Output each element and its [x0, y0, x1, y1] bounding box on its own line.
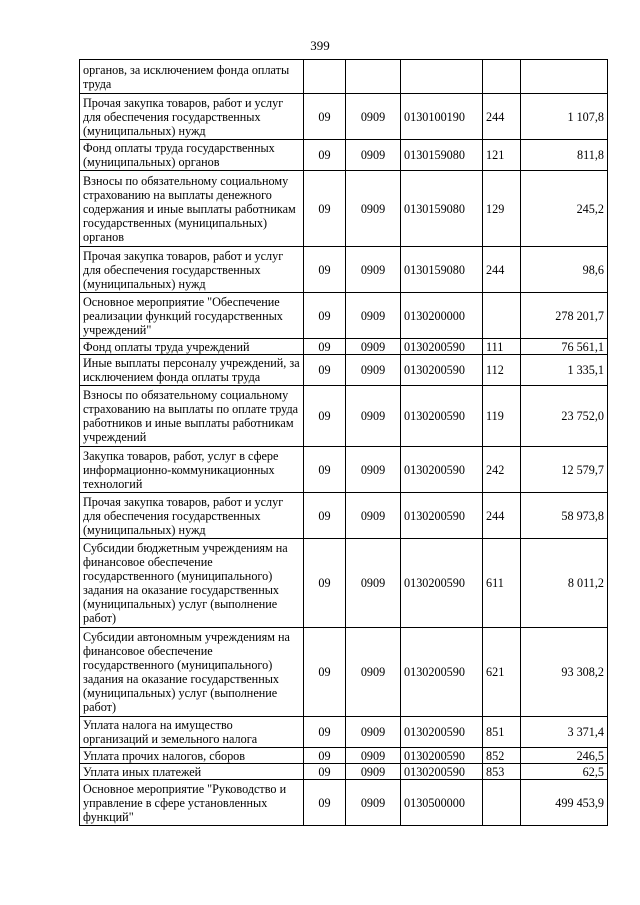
row-target-cell: 0130159080 [401, 171, 483, 247]
row-section-cell: 09 [304, 447, 346, 493]
row-expense-type-cell [483, 293, 521, 339]
row-subsection-cell: 0909 [346, 447, 401, 493]
row-name-cell: Уплата налога на имущество организаций и земельного налога [80, 717, 304, 748]
row-name-cell: Уплата иных платежей [80, 764, 304, 780]
row-target-cell: 0130200590 [401, 447, 483, 493]
row-name-cell: Прочая закупка товаров, работ и услуг для обеспечения государственных (муниципальных) нужд [80, 493, 304, 539]
row-subsection-cell: 0909 [346, 493, 401, 539]
row-section-cell: 09 [304, 247, 346, 293]
row-subsection-cell: 0909 [346, 339, 401, 355]
row-subsection-cell: 0909 [346, 539, 401, 628]
table-row [80, 539, 608, 628]
row-section-cell: 09 [304, 140, 346, 171]
row-expense-type-cell: 244 [483, 493, 521, 539]
row-expense-type-cell: 129 [483, 171, 521, 247]
row-subsection-cell: 0909 [346, 717, 401, 748]
table-row [80, 171, 608, 247]
row-name-cell: Закупка товаров, работ, услуг в сфере информационно-коммуникационных технологий [80, 447, 304, 493]
row-target-cell: 0130200590 [401, 339, 483, 355]
table-row [80, 764, 608, 780]
row-sum-cell: 8 011,2 [521, 539, 608, 628]
row-target-cell: 0130500000 [401, 780, 483, 826]
row-expense-type-cell: 853 [483, 764, 521, 780]
row-name-cell: Субсидии бюджетным учреждениям на финансовое обеспечение государственного (муниципального) задания на оказание государственных (муниципальных) услуг (выполнение работ) [80, 539, 304, 628]
row-sum-cell: 62,5 [521, 764, 608, 780]
row-name-cell: Уплата прочих налогов, сборов [80, 748, 304, 764]
row-section-cell: 09 [304, 386, 346, 447]
row-target-cell: 0130100190 [401, 94, 483, 140]
row-name-cell: Иные выплаты персоналу учреждений, за исключением фонда оплаты труда [80, 355, 304, 386]
row-expense-type-cell: 119 [483, 386, 521, 447]
row-subsection-cell: 0909 [346, 764, 401, 780]
page-number: 399 [310, 38, 330, 53]
row-section-cell: 09 [304, 355, 346, 386]
row-sum-cell: 246,5 [521, 748, 608, 764]
row-expense-type-cell: 244 [483, 247, 521, 293]
row-section-cell: 09 [304, 764, 346, 780]
budget-table [79, 59, 608, 826]
row-section-cell: 09 [304, 748, 346, 764]
row-subsection-cell [346, 60, 401, 94]
row-sum-cell: 98,6 [521, 247, 608, 293]
row-sum-cell: 93 308,2 [521, 628, 608, 717]
table-row [80, 447, 608, 493]
row-name-cell: Взносы по обязательному социальному страхованию на выплаты по оплате труда работников и иные выплаты работникам учреждений [80, 386, 304, 447]
row-section-cell: 09 [304, 628, 346, 717]
row-expense-type-cell: 112 [483, 355, 521, 386]
row-subsection-cell: 0909 [346, 386, 401, 447]
table-row [80, 493, 608, 539]
row-target-cell: 0130159080 [401, 140, 483, 171]
row-name-cell: Взносы по обязательному социальному страхованию на выплаты денежного содержания и иные выплаты работникам государственных (муниципальных) органов [80, 171, 304, 247]
row-sum-cell: 811,8 [521, 140, 608, 171]
row-name-cell: Основное мероприятие "Обеспечение реализации функций государственных учреждений" [80, 293, 304, 339]
row-subsection-cell: 0909 [346, 628, 401, 717]
row-target-cell: 0130200590 [401, 386, 483, 447]
row-target-cell: 0130200590 [401, 493, 483, 539]
row-sum-cell: 76 561,1 [521, 339, 608, 355]
row-expense-type-cell: 851 [483, 717, 521, 748]
row-subsection-cell: 0909 [346, 247, 401, 293]
row-sum-cell: 1 107,8 [521, 94, 608, 140]
table-row [80, 780, 608, 826]
row-sum-cell: 23 752,0 [521, 386, 608, 447]
row-expense-type-cell: 611 [483, 539, 521, 628]
table-row [80, 748, 608, 764]
row-subsection-cell: 0909 [346, 780, 401, 826]
row-name-cell: Основное мероприятие "Руководство и управление в сфере установленных функций" [80, 780, 304, 826]
row-expense-type-cell: 244 [483, 94, 521, 140]
row-name-cell: Субсидии автономным учреждениям на финансовое обеспечение государственного (муниципального) задания на оказание государственных (муниципальных) услуг (выполнение работ) [80, 628, 304, 717]
row-expense-type-cell [483, 60, 521, 94]
row-sum-cell: 499 453,9 [521, 780, 608, 826]
table-row [80, 339, 608, 355]
row-expense-type-cell [483, 780, 521, 826]
row-sum-cell [521, 60, 608, 94]
row-subsection-cell: 0909 [346, 748, 401, 764]
row-section-cell: 09 [304, 94, 346, 140]
budget-table-body [80, 60, 608, 826]
table-row [80, 247, 608, 293]
row-section-cell: 09 [304, 539, 346, 628]
row-section-cell: 09 [304, 339, 346, 355]
row-name-cell: Фонд оплаты труда учреждений [80, 339, 304, 355]
row-expense-type-cell: 111 [483, 339, 521, 355]
row-subsection-cell: 0909 [346, 140, 401, 171]
table-row [80, 386, 608, 447]
row-section-cell: 09 [304, 780, 346, 826]
table-row [80, 140, 608, 171]
row-expense-type-cell: 121 [483, 140, 521, 171]
row-target-cell: 0130200590 [401, 764, 483, 780]
table-row [80, 717, 608, 748]
row-sum-cell: 245,2 [521, 171, 608, 247]
row-target-cell: 0130200590 [401, 355, 483, 386]
table-row [80, 293, 608, 339]
row-section-cell: 09 [304, 717, 346, 748]
row-sum-cell: 1 335,1 [521, 355, 608, 386]
row-target-cell: 0130200590 [401, 539, 483, 628]
row-subsection-cell: 0909 [346, 293, 401, 339]
row-section-cell: 09 [304, 171, 346, 247]
row-section-cell: 09 [304, 293, 346, 339]
row-target-cell: 0130200590 [401, 717, 483, 748]
row-sum-cell: 12 579,7 [521, 447, 608, 493]
row-name-cell: Фонд оплаты труда государственных (муниципальных) органов [80, 140, 304, 171]
row-expense-type-cell: 852 [483, 748, 521, 764]
row-sum-cell: 278 201,7 [521, 293, 608, 339]
row-subsection-cell: 0909 [346, 171, 401, 247]
row-target-cell: 0130200000 [401, 293, 483, 339]
row-sum-cell: 58 973,8 [521, 493, 608, 539]
row-sum-cell: 3 371,4 [521, 717, 608, 748]
row-expense-type-cell: 621 [483, 628, 521, 717]
table-row [80, 94, 608, 140]
row-section-cell [304, 60, 346, 94]
row-subsection-cell: 0909 [346, 94, 401, 140]
row-expense-type-cell: 242 [483, 447, 521, 493]
table-row [80, 628, 608, 717]
row-name-cell: Прочая закупка товаров, работ и услуг для обеспечения государственных (муниципальных) нужд [80, 94, 304, 140]
row-name-cell: Прочая закупка товаров, работ и услуг для обеспечения государственных (муниципальных) нужд [80, 247, 304, 293]
table-row [80, 355, 608, 386]
table-row [80, 60, 608, 94]
row-target-cell: 0130200590 [401, 628, 483, 717]
row-subsection-cell: 0909 [346, 355, 401, 386]
row-target-cell: 0130159080 [401, 247, 483, 293]
row-target-cell [401, 60, 483, 94]
row-name-cell: органов, за исключением фонда оплаты труда [80, 60, 304, 94]
row-target-cell: 0130200590 [401, 748, 483, 764]
row-section-cell: 09 [304, 493, 346, 539]
